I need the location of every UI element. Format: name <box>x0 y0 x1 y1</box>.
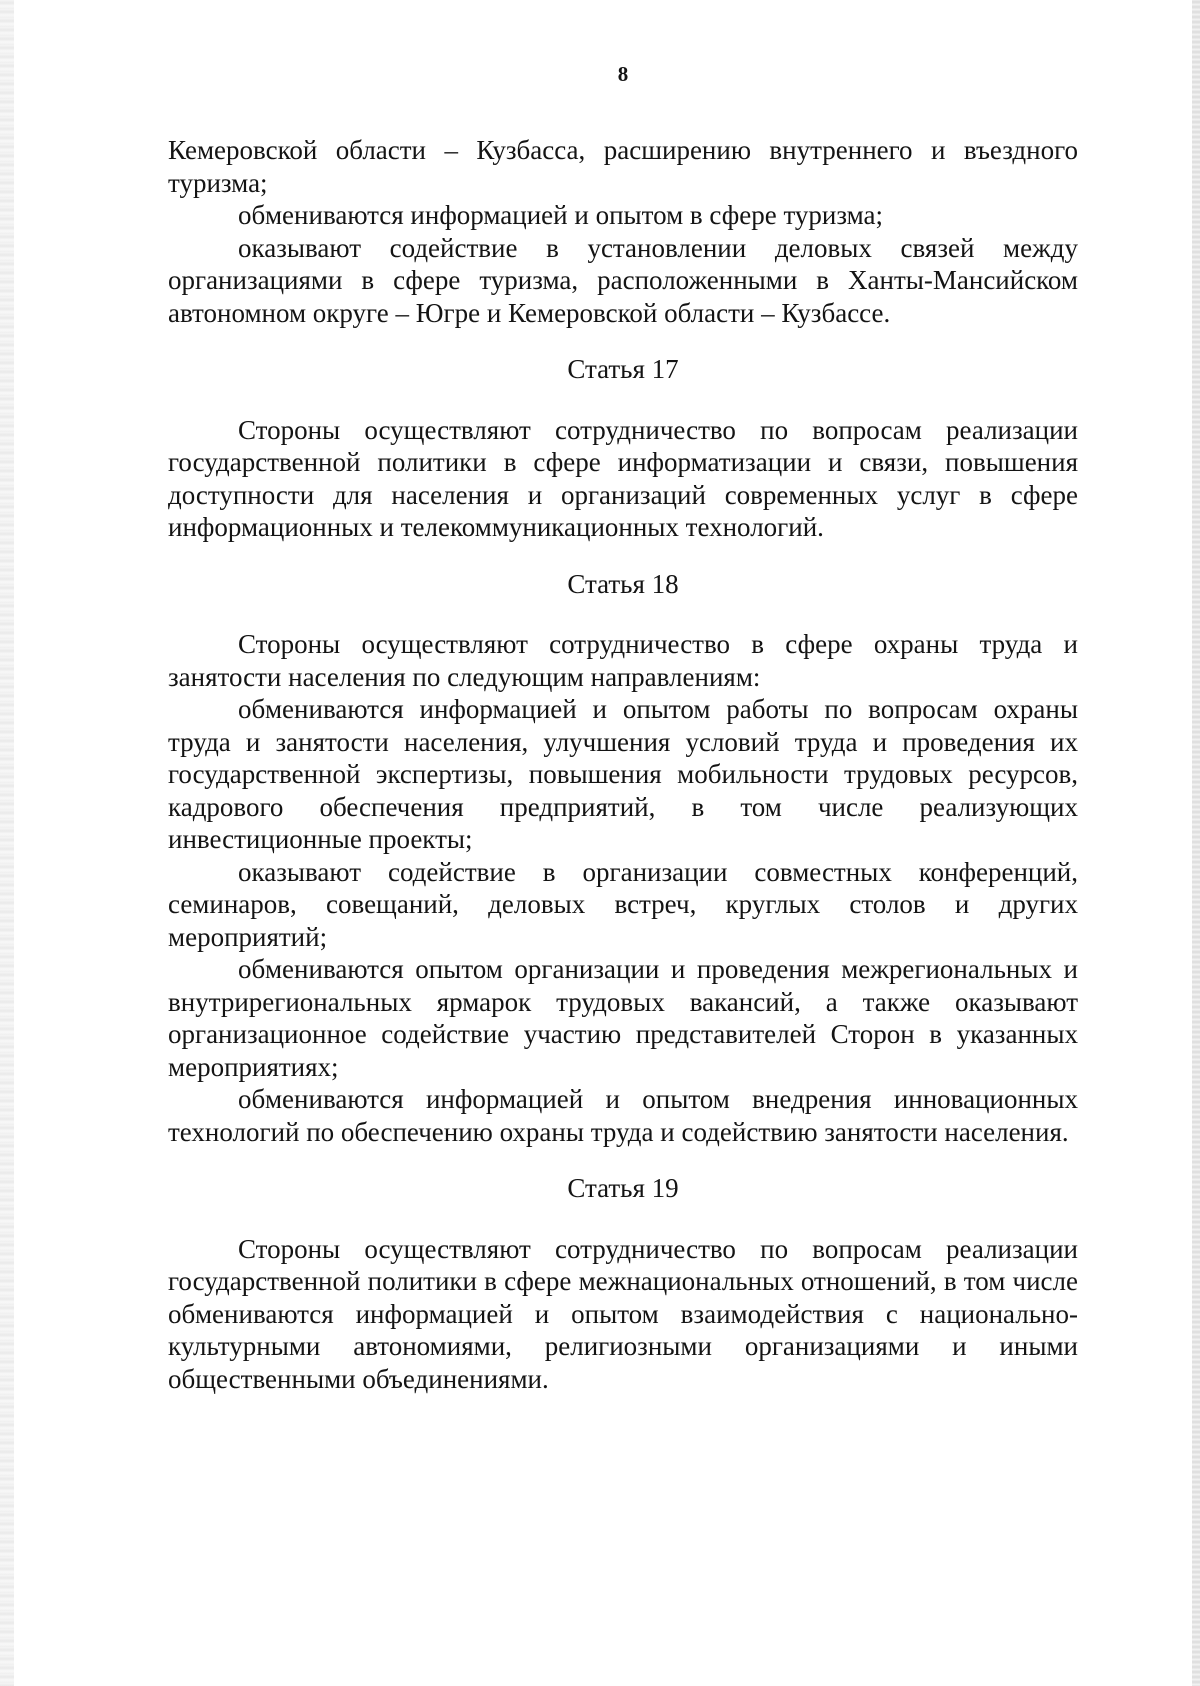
document-body <box>168 134 1078 1395</box>
article-heading: Статья 19 <box>567 1173 679 1203</box>
article-paragraph: обмениваются информацией и опытом работы по вопросам охраны труда и занятости населения, улучшения условий труда и проведения их государственной экспертизы, повышения мобильности трудовых ресурсов, кадрового обеспечения предприятий, в том числе реализующих инвестиционные проекты; <box>168 694 1078 854</box>
page-number: 8 <box>617 62 629 86</box>
article-heading: Статья 17 <box>567 354 679 384</box>
continuation-paragraph: оказывают содействие в установлении деловых связей между организациями в сфере туризма, расположенными в Ханты-Мансийском автономном округе – Югре и Кемеровской области – Кузбассе. <box>168 232 1078 328</box>
continuation-paragraph: обмениваются информацией и опытом в сфере туризма; <box>238 200 884 230</box>
scan-edge-right <box>1192 0 1200 1686</box>
continuation-paragraph: Кемеровской области – Кузбасса, расширению внутреннего и въездного туризма; <box>168 135 1078 198</box>
article-paragraph: Стороны осуществляют сотрудничество в сфере охраны труда и занятости населения по следующим направлениям: <box>168 629 1078 692</box>
article-paragraph: обмениваются информацией и опытом внедрения инновационных технологий по обеспечению охраны труда и содействию занятости населения. <box>168 1084 1078 1147</box>
article-paragraph: оказывают содействие в организации совместных конференций, семинаров, совещаний, деловых встреч, круглых столов и других мероприятий; <box>168 856 1078 952</box>
article-heading: Статья 18 <box>567 568 679 599</box>
article-paragraph: обмениваются опытом организации и проведения межрегиональных и внутрирегиональных ярмарок трудовых вакансий, а также оказывают организационное содействие участию представителей Сторон в указанных мероприятиях; <box>168 954 1078 1082</box>
article-paragraph: Стороны осуществляют сотрудничество по вопросам реализации государственной политики в сфере информатизации и связи, повышения доступности для населения и организаций современных услуг в сфере информационных и телекоммуникационных технологий. <box>168 414 1078 542</box>
article-paragraph: Стороны осуществляют сотрудничество по вопросам реализации государственной политики в сфере межнациональных отношений, в том числе обмениваются информацией и опытом взаимодействия с национально-культурными автономиями, религиозными организациями и иными общественными объединениями. <box>168 1233 1078 1394</box>
scan-edge-left <box>0 0 14 1686</box>
